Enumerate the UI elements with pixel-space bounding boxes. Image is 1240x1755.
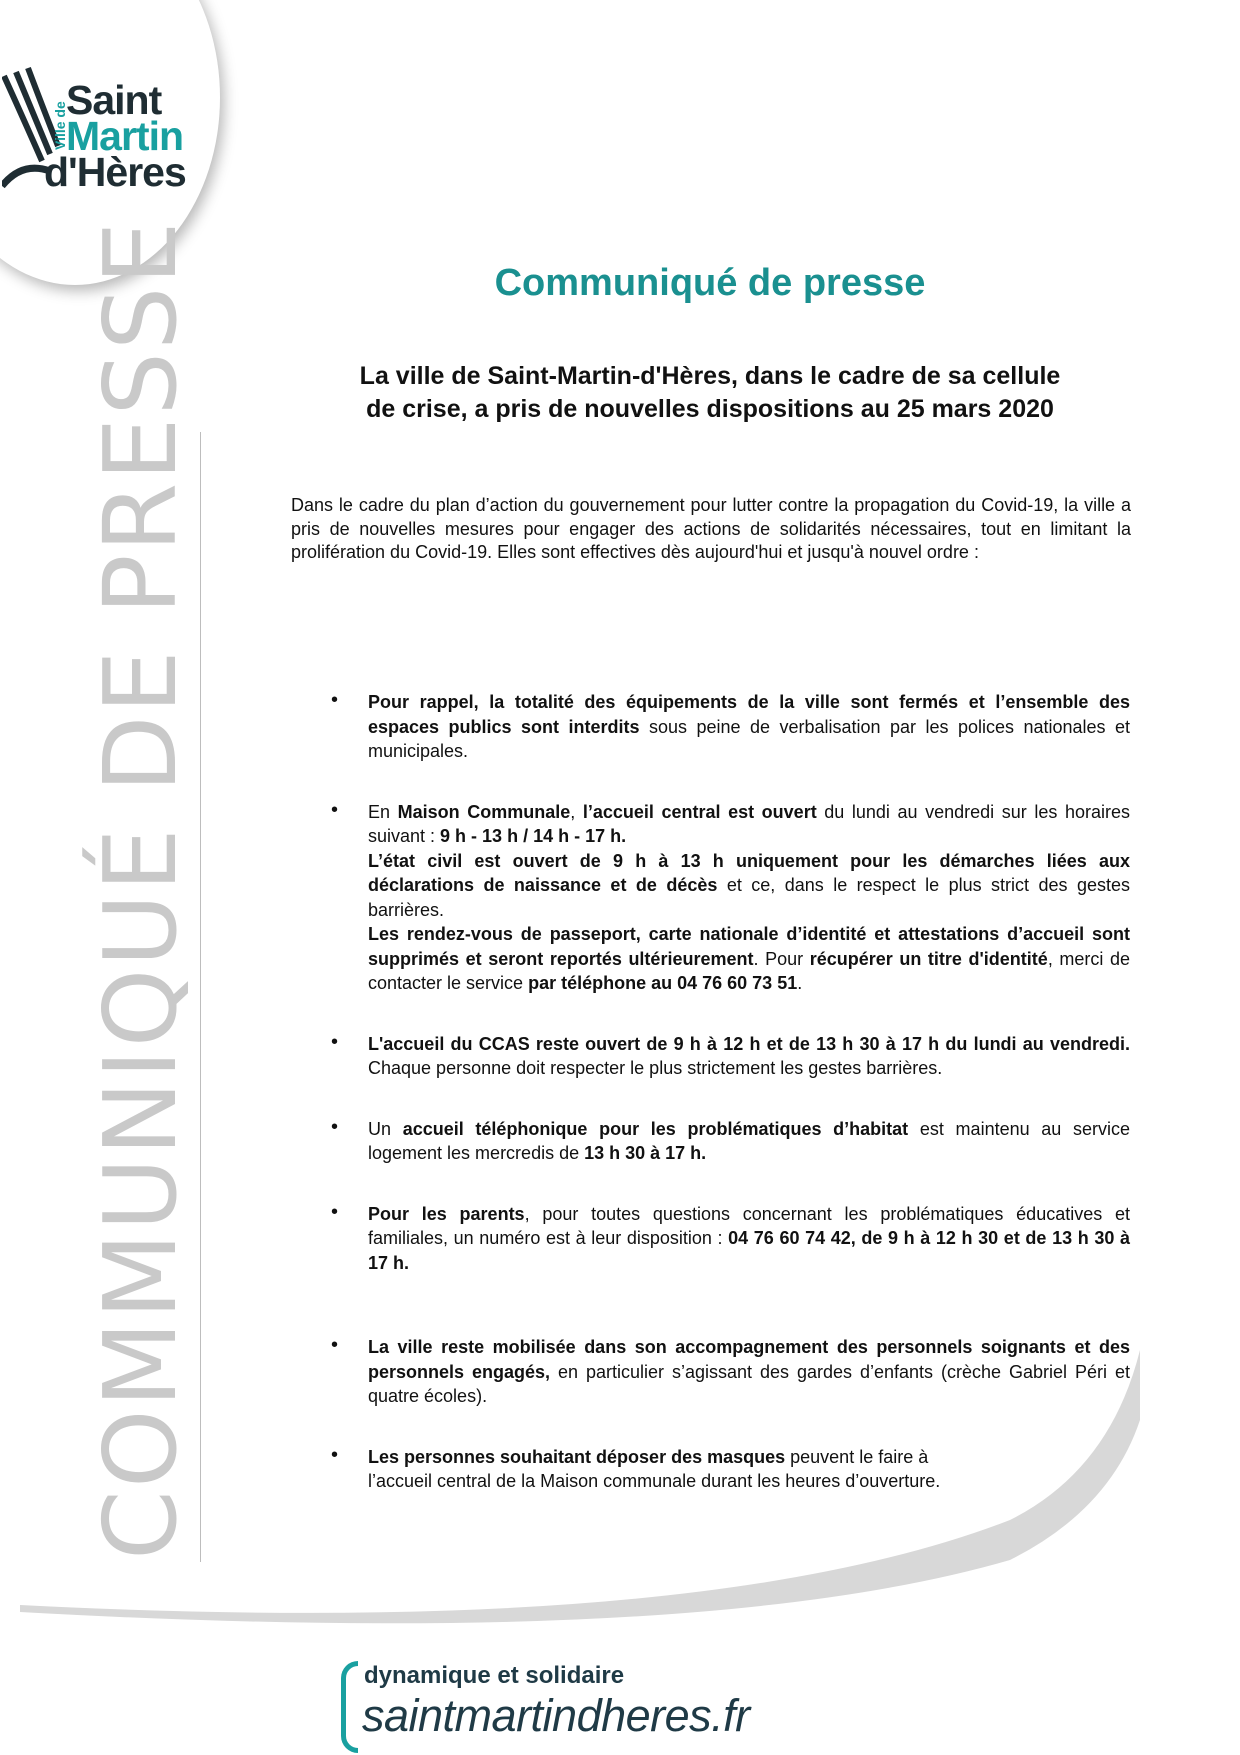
item-bold: 9 h - 13 h / 14 h - 17 h. (440, 826, 627, 846)
item-bold: Pour les parents (368, 1203, 525, 1224)
bullet: • (331, 689, 339, 711)
bullet: • (331, 1030, 339, 1053)
measures-list (331, 689, 1131, 1494)
list-item (331, 1443, 1130, 1494)
item-bold: Maison Communale (397, 801, 571, 822)
subtitle-line-2: de crise, a pris de nouvelles dispositions au 25 mars 2020 (366, 395, 1054, 423)
item-text: sous peine de verbalisation par les polices nationales et municipales. (368, 716, 1130, 761)
list-item (331, 1030, 1130, 1081)
item-text: et ce, dans le respect le plus strict des gestes barrières. (368, 875, 1130, 920)
list-item (331, 798, 1131, 996)
item-text: . (797, 973, 803, 993)
bullet: • (331, 1115, 339, 1138)
item-text: du lundi au vendredi sur les horaires suivant : (368, 801, 1130, 846)
item-bold: Les rendez-vous de passeport, carte nationale d’identité et attestations d’accueil sont supprimés et seront reportés ultérieurement (368, 924, 1130, 969)
item-bold: 04 76 60 74 42, de 9 h à 12 h 30 et de 13 h 30 à 17 h. (368, 1228, 1130, 1273)
bullet: • (331, 1443, 339, 1466)
subtitle-line-1: La ville de Saint-Martin-d'Hères, dans le cadre de sa cellule (359, 362, 1061, 390)
item-text: Un (368, 1118, 403, 1139)
bullet: • (331, 798, 339, 821)
item-bold: l’accueil central est ouvert (582, 801, 817, 822)
footer-website[interactable]: saintmartindheres.fr (362, 1690, 750, 1741)
list-item (331, 689, 1130, 764)
list-item (331, 1115, 1131, 1166)
item-text: en particulier s’agissant des gardes d’enfants (crèche Gabriel Péri et quatre écoles). (368, 1361, 1130, 1406)
logo-line-heres: d'Hères (44, 149, 186, 195)
item-bold: Les personnes souhaitant déposer des masques (368, 1446, 786, 1467)
item-bold: accueil téléphonique pour les problématiques d’habitat (402, 1118, 909, 1139)
page-title: Communiqué de presse (494, 262, 926, 304)
footer-bracket-icon (341, 1661, 358, 1753)
item-text: est maintenu au service logement les mercredis de (368, 1118, 1131, 1163)
side-label: COMMUNIQUÉ DE PRESSE (82, 219, 199, 1560)
item-bold: La ville reste mobilisée dans son accompagnement des personnels soignants et des personnels engagés, (368, 1337, 1130, 1382)
item-text: , merci de contacter le service (368, 948, 1131, 993)
intro-paragraph: Dans le cadre du plan d’action du gouvernement pour lutter contre la propagation du Covid-19, la ville a pris de nouvelles mesures pour engager des actions de solidarités nécessaires, tout en limitant la prolifération du Covid-19. Elles sont effectives dès aujourd'hui et jusqu'à nouvel ordre : (291, 495, 1131, 562)
item-text: , pour toutes questions concernant les problématiques éducatives et familiales, un numéro est à leur disposition : (368, 1203, 1130, 1248)
bullet: • (331, 1334, 339, 1356)
bullet: • (331, 1200, 339, 1223)
item-bold: récupérer un titre d'identité (809, 948, 1048, 969)
logo-line-saint: Saint (66, 77, 162, 123)
footer-tagline: dynamique et solidaire (364, 1662, 625, 1689)
item-bold: L’état civil est ouvert de 9 h à 13 h uniquement pour les démarches liées aux déclarations de naissance et de décès (368, 850, 1130, 895)
item-bold: Pour rappel, la totalité des équipements de la ville sont fermés et l’ensemble des espaces publics sont interdits (368, 692, 1130, 737)
logo-ville-de: Ville de (52, 101, 68, 150)
item-bold: par téléphone au 04 76 60 73 51 (528, 973, 798, 993)
list-item (331, 1200, 1130, 1276)
item-text: En (368, 801, 398, 822)
item-text: peuvent le faire à (785, 1446, 929, 1467)
item-text: Chaque personne doit respecter le plus strictement les gestes barrières. (368, 1058, 943, 1078)
page-subtitle (290, 360, 1130, 426)
item-text: l’accueil central de la Maison communale durant les heures d’ouverture. (368, 1471, 941, 1491)
item-bold: 13 h 30 à 17 h. (584, 1143, 707, 1163)
item-bold: L'accueil du CCAS reste ouvert de 9 h à 12 h et de 13 h 30 à 17 h du lundi au vendredi. (368, 1033, 1130, 1054)
item-text: , (570, 801, 583, 822)
logo-line-martin: Martin (66, 113, 183, 159)
item-text: . Pour (753, 948, 810, 969)
list-item (331, 1334, 1130, 1409)
